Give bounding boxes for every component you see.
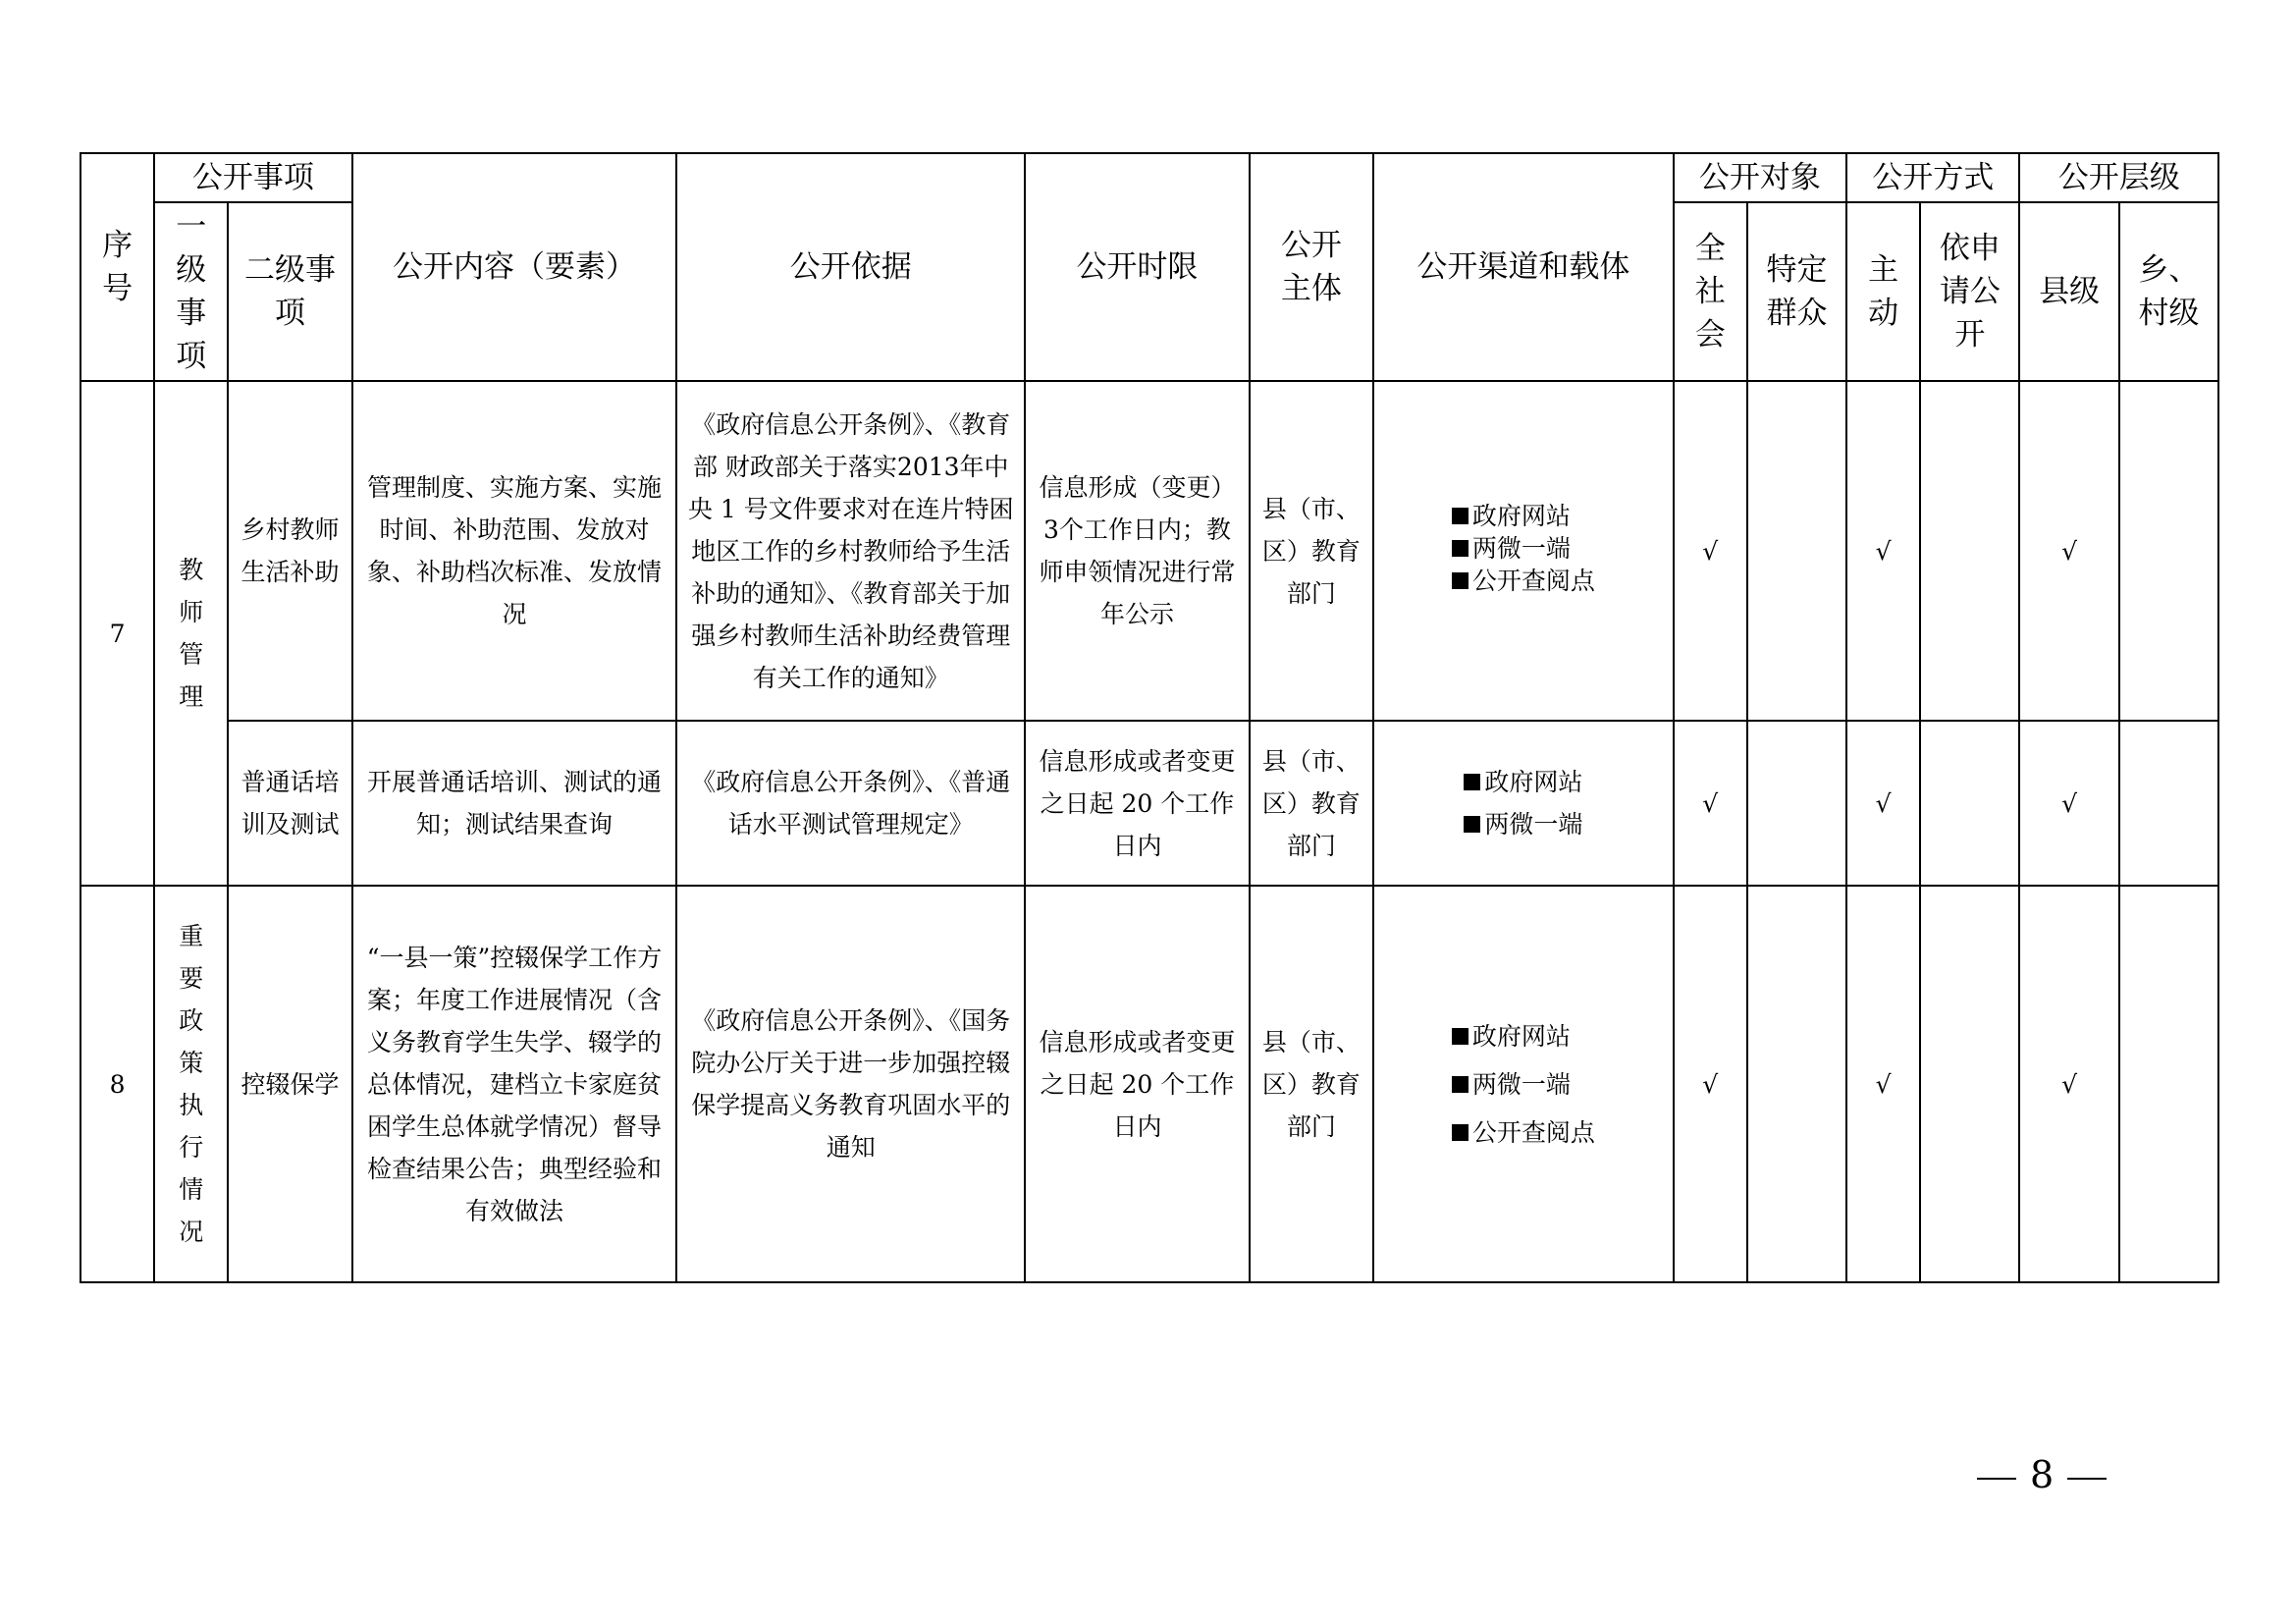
square-bullet-icon (1452, 540, 1468, 557)
row-method-apply (1920, 886, 2019, 1282)
header-seq: 序号 (80, 153, 154, 381)
dash-left (1977, 1478, 2016, 1480)
table-row (80, 381, 2218, 721)
row-level-town (2119, 721, 2218, 886)
row-subject: 县（市、区）教育部门 (1250, 886, 1373, 1282)
square-bullet-icon (1452, 508, 1468, 524)
row-method-active: √ (1846, 721, 1920, 886)
row-level1: 重要政策执行情况 (154, 886, 228, 1282)
square-bullet-icon (1452, 1124, 1468, 1141)
row-subject: 县（市、区）教育部门 (1250, 721, 1373, 886)
row-channels (1373, 886, 1674, 1282)
row-level-county: √ (2019, 886, 2118, 1282)
square-bullet-icon (1464, 816, 1480, 833)
header-method-active: 主动 (1846, 202, 1920, 381)
row-target-all: √ (1674, 886, 1747, 1282)
row-level-town (2119, 886, 2218, 1282)
row-time-limit: 信息形成（变更）3个工作日内；教师申领情况进行常年公示 (1025, 381, 1250, 721)
row-level2: 控辍保学 (228, 886, 351, 1282)
row-target-all: √ (1674, 721, 1747, 886)
channel-item: 政府网站 (1452, 500, 1595, 532)
row-method-active: √ (1846, 886, 1920, 1282)
header-row-groups (80, 153, 2218, 202)
header-level-county: 县级 (2019, 202, 2118, 381)
page-number: 8 (1963, 1453, 2120, 1496)
header-group-method: 公开方式 (1846, 153, 2019, 202)
row-target-specific (1747, 886, 1846, 1282)
row-time-limit: 信息形成或者变更之日起 20 个工作日内 (1025, 721, 1250, 886)
header-method-apply: 依申请公开 (1920, 202, 2019, 381)
row-seq: 8 (80, 886, 154, 1282)
square-bullet-icon (1452, 572, 1468, 589)
row-level-town (2119, 381, 2218, 721)
table-row (80, 886, 2218, 1282)
row-channels (1373, 381, 1674, 721)
row-content: “一县一策”控辍保学工作方案；年度工作进展情况（含义务教育学生失学、辍学的总体情况，建档立卡家庭贫困学生总体就学情况）督导检查结果公告；典型经验和有效做法 (352, 886, 677, 1282)
square-bullet-icon (1452, 1028, 1468, 1045)
header-target-specific: 特定群众 (1747, 202, 1846, 381)
table-row (80, 721, 2218, 886)
row-method-apply (1920, 381, 2019, 721)
header-level1: 一级事项 (154, 202, 228, 381)
row-target-all: √ (1674, 381, 1747, 721)
row-subject: 县（市、区）教育部门 (1250, 381, 1373, 721)
header-channel: 公开渠道和载体 (1373, 153, 1674, 381)
row-seq: 7 (80, 381, 154, 886)
row-channels (1373, 721, 1674, 886)
channel-item: 公开查阅点 (1452, 565, 1595, 597)
header-subject: 公开主体 (1250, 153, 1373, 381)
row-method-apply (1920, 721, 2019, 886)
channel-item: 政府网站 (1452, 1012, 1595, 1060)
header-content: 公开内容（要素） (352, 153, 677, 381)
header-basis: 公开依据 (676, 153, 1025, 381)
header-group-target: 公开对象 (1674, 153, 1846, 202)
dash-right (2067, 1478, 2107, 1480)
channel-item: 两微一端 (1452, 1060, 1595, 1109)
square-bullet-icon (1464, 774, 1480, 790)
disclosure-table (80, 152, 2219, 1283)
row-level-county: √ (2019, 381, 2118, 721)
row-basis: 《政府信息公开条例》、《教育部 财政部关于落实2013年中央 1 号文件要求对在连片特困地区工作的乡村教师给予生活补助的通知》、《教育部关于加强乡村教师生活补助经费管理有关工作的通知》 (676, 381, 1025, 721)
row-target-specific (1747, 721, 1846, 886)
channel-item: 政府网站 (1464, 761, 1582, 803)
row-basis: 《政府信息公开条例》、《国务院办公厅关于进一步加强控辍保学提高义务教育巩固水平的通知 (676, 886, 1025, 1282)
row-level1: 教师管理 (154, 381, 228, 886)
row-level-county: √ (2019, 721, 2118, 886)
row-basis: 《政府信息公开条例》、《普通话水平测试管理规定》 (676, 721, 1025, 886)
header-group-items: 公开事项 (154, 153, 351, 202)
header-target-all: 全社会 (1674, 202, 1747, 381)
header-time-limit: 公开时限 (1025, 153, 1250, 381)
row-time-limit: 信息形成或者变更之日起 20 个工作日内 (1025, 886, 1250, 1282)
row-level2: 普通话培训及测试 (228, 721, 351, 886)
channel-item: 两微一端 (1452, 532, 1595, 565)
row-method-active: √ (1846, 381, 1920, 721)
row-level2: 乡村教师生活补助 (228, 381, 351, 721)
channel-item: 公开查阅点 (1452, 1109, 1595, 1157)
header-level2: 二级事项 (228, 202, 351, 381)
header-group-level: 公开层级 (2019, 153, 2218, 202)
row-content: 开展普通话培训、测试的通知；测试结果查询 (352, 721, 677, 886)
square-bullet-icon (1452, 1076, 1468, 1093)
row-target-specific (1747, 381, 1846, 721)
row-content: 管理制度、实施方案、实施时间、补助范围、发放对象、补助档次标准、发放情况 (352, 381, 677, 721)
header-level-town: 乡、村级 (2119, 202, 2218, 381)
channel-item: 两微一端 (1464, 803, 1582, 845)
